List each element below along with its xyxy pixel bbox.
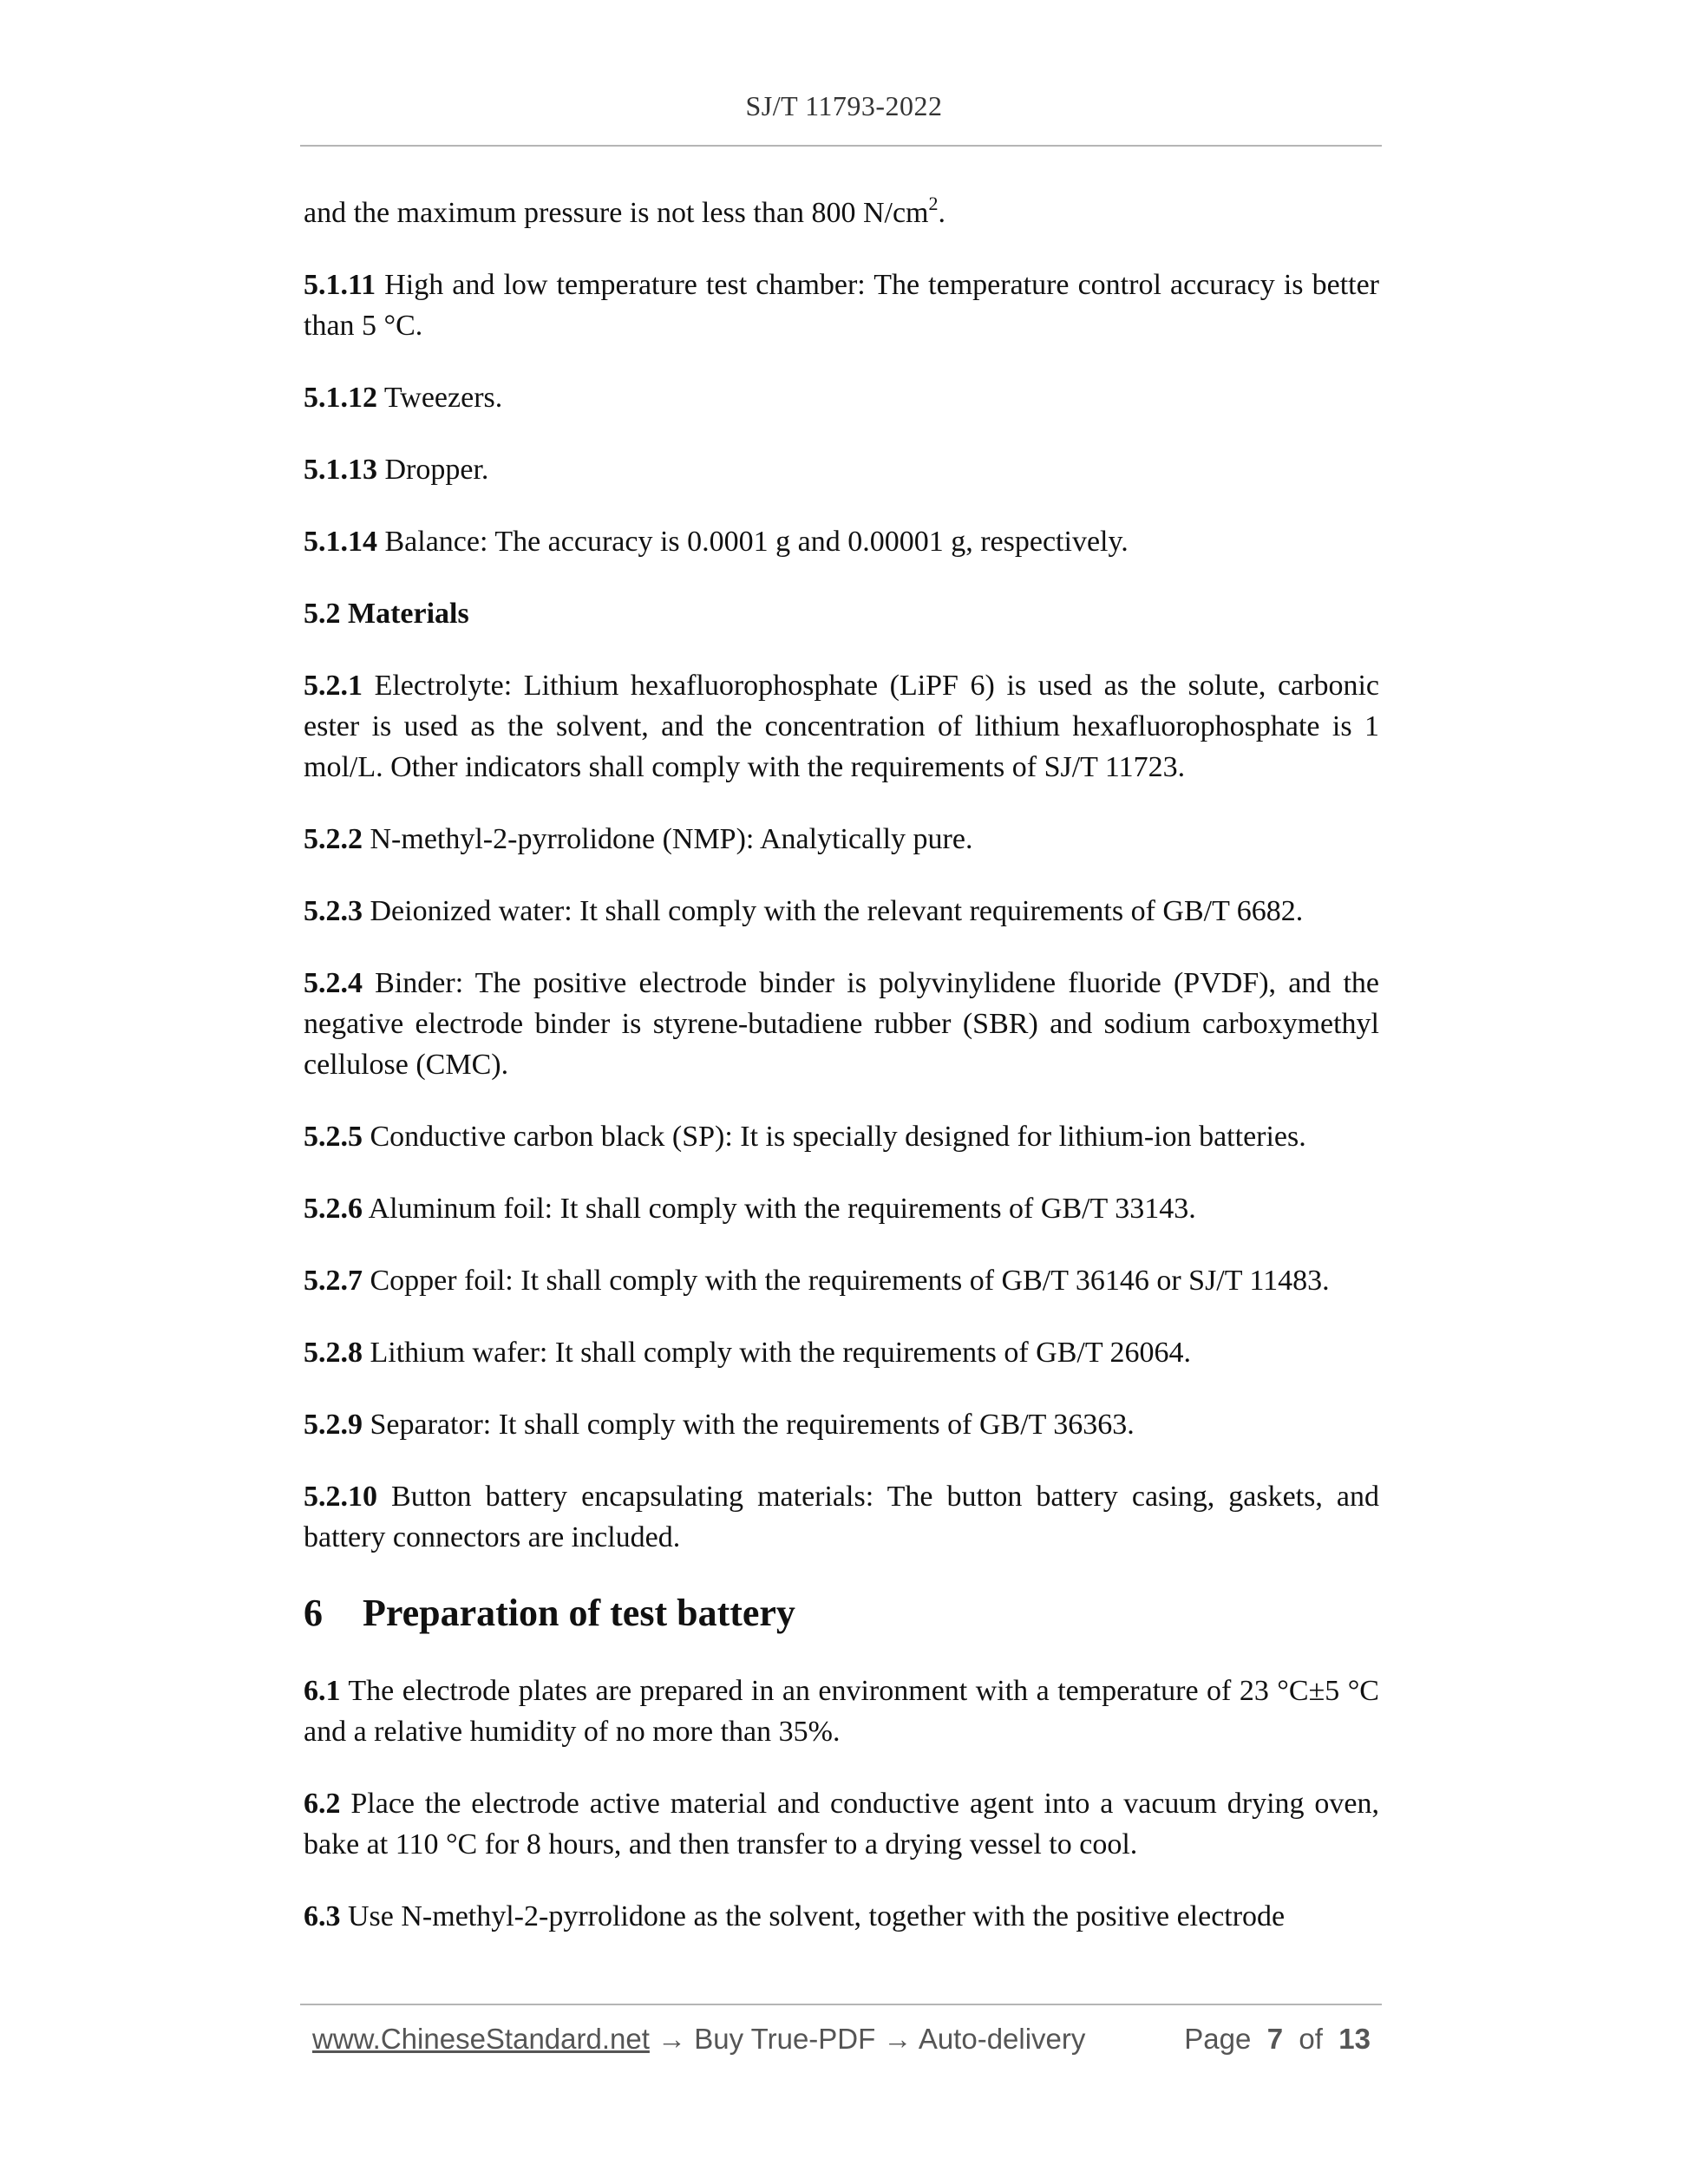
website-link[interactable]: www.ChineseStandard.net — [312, 2023, 650, 2055]
page-indicator — [1184, 2023, 1371, 2056]
clause-5-2-6 — [304, 1188, 1379, 1229]
chapter-title: Preparation of test battery — [363, 1592, 795, 1634]
clause-number: 6.3 — [304, 1900, 341, 1932]
clause-number: 5.2.1 — [304, 670, 363, 702]
clause-number: 5.2.2 — [304, 823, 363, 855]
clause-text: Separator: It shall comply with the requirements of GB/T 36363. — [363, 1409, 1135, 1441]
clause-text: Copper foil: It shall comply with the requirements of GB/T 36146 or SJ/T 11483. — [363, 1265, 1330, 1297]
paragraph-continuation: and the maximum pressure is not less than 800 $N/cm^2$. — [304, 193, 945, 229]
clause-text: Deionized water: It shall comply with the relevant requirements of GB/T 6682. — [363, 895, 1304, 927]
clause-text: Place the electrode active material and conductive agent into a vacuum drying oven, bake at 110 °C for 8 hours, and then transfer to a drying vessel to cool. — [304, 1788, 1379, 1860]
clause-number: 6.1 — [304, 1675, 341, 1707]
clause-5-2-7 — [304, 1260, 1379, 1301]
clause-number: 6.2 — [304, 1788, 341, 1820]
clause-number: 5.2.6 — [304, 1193, 363, 1225]
clause-5-2-4 — [304, 963, 1379, 1085]
clause-text: Button battery encapsulating materials: The button battery casing, gaskets, and battery connectors are included. — [304, 1481, 1379, 1553]
clause-text: Use N-methyl-2-pyrrolidone as the solvent, together with the positive electrode — [340, 1900, 1286, 1932]
clause-5-2-5 — [304, 1116, 1379, 1157]
clause-5-2-3 — [304, 891, 1379, 932]
clause-5-1-13 — [304, 449, 1379, 490]
clause-number: 5.1.12 — [304, 382, 377, 414]
clause-number: 5.1.13 — [304, 454, 377, 486]
document-body — [304, 193, 1379, 1968]
page-total: 13 — [1338, 2023, 1371, 2055]
clause-text: Tweezers. — [377, 382, 503, 414]
clause-text: Dropper. — [377, 454, 489, 486]
document-header-title: SJ/T 11793-2022 — [745, 90, 943, 121]
clause-5-1-11 — [304, 265, 1379, 346]
chapter-heading — [304, 1589, 1379, 1638]
clause-number: 5.2.10 — [304, 1481, 377, 1513]
clause-text: Binder: The positive electrode binder is polyvinylidene fluoride (PVDF), and the negative electrode binder is styrene-butadiene rubber (SBR) and sodium carboxymethyl cellulose (CMC). — [304, 967, 1379, 1081]
clause-number: 5.2.3 — [304, 895, 363, 927]
clause-5-2-10 — [304, 1476, 1379, 1558]
page-number: 7 — [1266, 2023, 1284, 2055]
clause-text: Aluminum foil: It shall comply with the requirements of GB/T 33143. — [363, 1193, 1196, 1225]
page-label: Page — [1184, 2023, 1252, 2055]
page-footer — [312, 2023, 1371, 2056]
clause-5-2-1 — [304, 665, 1379, 788]
clause-number: 5.1.14 — [304, 526, 377, 558]
clause-text: Electrolyte: Lithium hexafluorophosphate (LiPF 6) is used as the solute, carbonic ester is used as the solvent, and the concentration of lithium hexafluorophosphate is 1 mol/L. Other indicators shall comply with the requirements of SJ/T 11723. — [304, 670, 1379, 783]
clause-text: The electrode plates are prepared in an environment with a temperature of 23 °C±5 °C and a relative humidity of no more than 35%. — [304, 1675, 1379, 1748]
of-label: of — [1299, 2023, 1323, 2055]
footer-tagline: → Buy True-PDF → Auto-delivery — [649, 2023, 1086, 2055]
clause-6-1 — [304, 1671, 1379, 1752]
clause-number: 5.2.5 — [304, 1121, 363, 1153]
clause-5-2-2 — [304, 819, 1379, 860]
clause-6-3 — [304, 1896, 1379, 1937]
clause-text: High and low temperature test chamber: The temperature control accuracy is better than 5 °C. — [304, 269, 1379, 342]
clause-number: 5.2.4 — [304, 967, 363, 999]
section-heading-materials: 5.2 Materials — [304, 598, 469, 630]
clause-number: 5.2.7 — [304, 1265, 363, 1297]
clause-5-2-8 — [304, 1332, 1379, 1373]
clause-number: 5.1.11 — [304, 269, 376, 301]
clause-text: Balance: The accuracy is 0.0001 g and 0.00001 g, respectively. — [377, 526, 1129, 558]
clause-5-2-9 — [304, 1404, 1379, 1445]
footer-divider — [300, 2004, 1382, 2005]
clause-5-1-12 — [304, 377, 1379, 418]
superscript: 2 — [928, 193, 939, 214]
clause-number: 5.2.8 — [304, 1337, 363, 1369]
clause-text: Lithium wafer: It shall comply with the requirements of GB/T 26064. — [363, 1337, 1191, 1369]
clause-6-2 — [304, 1783, 1379, 1865]
header-divider — [300, 145, 1382, 147]
clause-text: N-methyl-2-pyrrolidone (NMP): Analytically pure. — [363, 823, 973, 855]
chapter-number: 6 — [304, 1592, 323, 1634]
clause-5-1-14 — [304, 521, 1379, 562]
clause-text: Conductive carbon black (SP): It is specially designed for lithium-ion batteries. — [363, 1121, 1306, 1153]
clause-number: 5.2.9 — [304, 1409, 363, 1441]
